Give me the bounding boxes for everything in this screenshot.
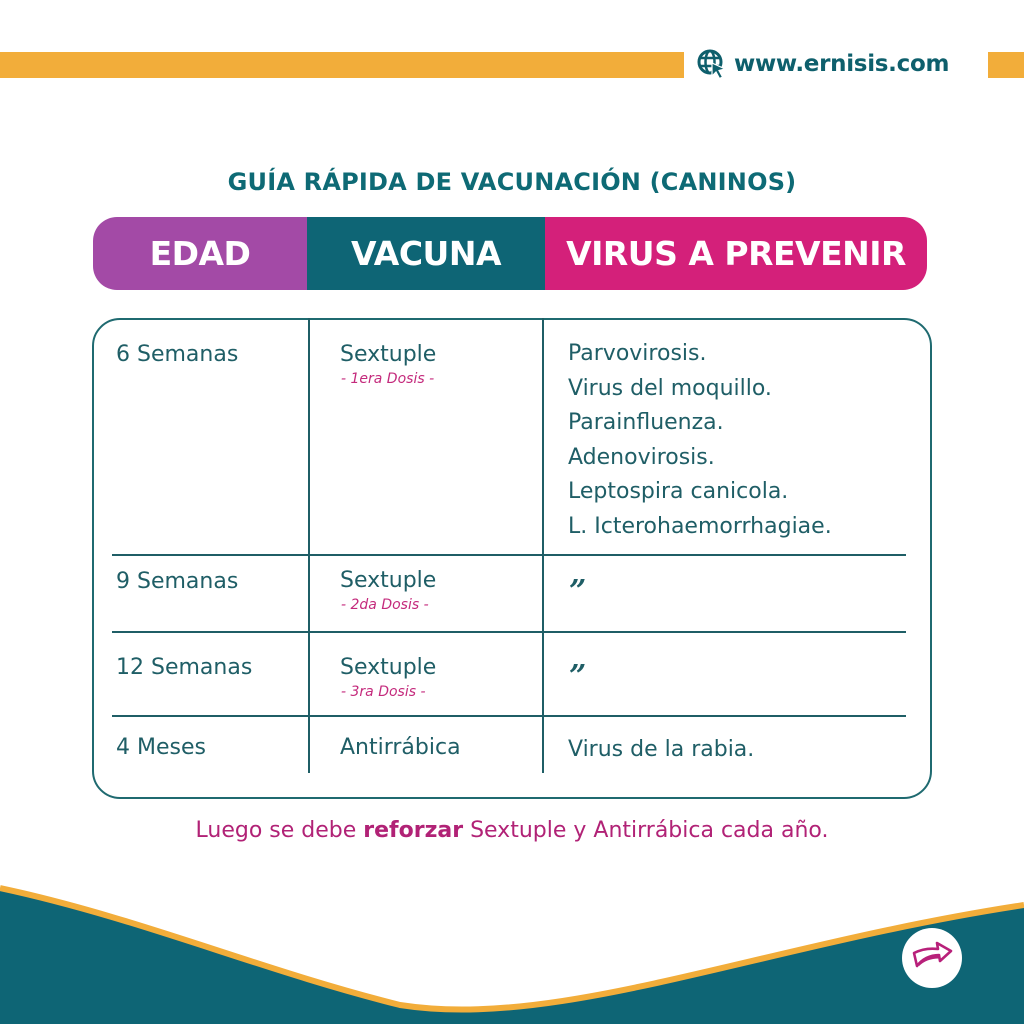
globe-cursor-icon xyxy=(696,48,728,80)
booster-note-bold: reforzar xyxy=(363,818,464,843)
virus-item: Parainfluenza. xyxy=(568,410,724,435)
website-url: www.ernisis.com xyxy=(734,51,950,77)
column-divider xyxy=(542,318,544,773)
column-header-edad: EDAD xyxy=(93,217,307,290)
virus-item: Adenovirosis. xyxy=(568,444,715,470)
table-row-4-edad: 4 Meses xyxy=(116,735,206,760)
top-accent-bar-left xyxy=(0,52,684,78)
table-row-1-vacuna: Sextuple xyxy=(340,342,437,367)
website-link[interactable] xyxy=(696,44,949,84)
row-divider xyxy=(112,554,906,556)
table-header xyxy=(93,217,927,290)
top-accent-bar-right xyxy=(988,52,1024,78)
table-row-4-vacuna: Antirrábica xyxy=(340,735,461,760)
table-row-2-dosis: - 2da Dosis - xyxy=(341,597,429,613)
column-divider xyxy=(308,318,310,773)
booster-note-before: Luego se debe xyxy=(195,818,364,843)
virus-item: Parvovirosis. xyxy=(568,341,707,366)
arrow-right-icon xyxy=(910,939,954,978)
row-divider xyxy=(112,631,906,633)
table-row-3-dosis: - 3ra Dosis - xyxy=(341,684,426,700)
table-row-3-virus-ditto: ” xyxy=(569,659,587,694)
table-row-1-dosis: - 1era Dosis - xyxy=(341,371,435,387)
table-row-4-virus: Virus de la rabia. xyxy=(568,737,755,762)
virus-item: L. Icterohaemorrhagiae. xyxy=(568,513,832,539)
table-row-2-virus-ditto: ” xyxy=(569,574,587,609)
virus-item: Virus del moquillo. xyxy=(568,375,772,401)
row-divider xyxy=(112,715,906,717)
virus-item: Leptospira canicola. xyxy=(568,479,789,504)
table-row-2-edad: 9 Semanas xyxy=(116,569,239,594)
page-title: GUÍA RÁPIDA DE VACUNACIÓN (CANINOS) xyxy=(227,168,797,196)
table-row-1-virus-list xyxy=(568,337,832,544)
table-row-1-edad: 6 Semanas xyxy=(116,342,239,367)
booster-note xyxy=(0,818,1024,843)
column-header-virus: VIRUS A PREVENIR xyxy=(545,217,927,290)
column-header-vacuna: VACUNA xyxy=(307,217,545,290)
table-row-3-vacuna: Sextuple xyxy=(340,655,437,680)
table-row-2-vacuna: Sextuple xyxy=(340,568,437,593)
bottom-wave-decoration xyxy=(0,860,1024,1024)
next-button[interactable] xyxy=(902,928,962,988)
booster-note-after: Sextuple y Antirrábica cada año. xyxy=(463,818,829,843)
table-row-3-edad: 12 Semanas xyxy=(116,655,253,680)
